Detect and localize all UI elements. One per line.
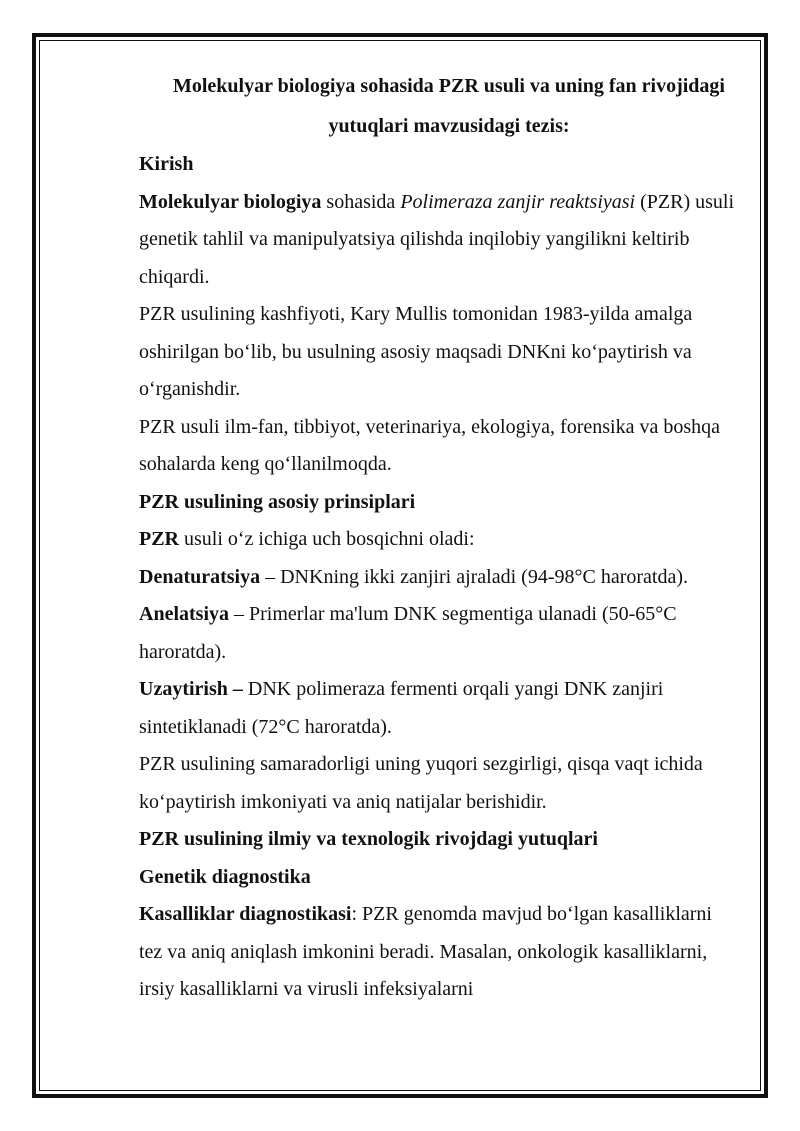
term-pcr: Polimeraza zanjir reaktsiyasi: [400, 190, 636, 213]
intro-paragraph-3: PZR usuli ilm-fan, tibbiyot, veterinariya, ekologiya, forensika va boshqa sohalarda keng qo‘llanilmoqda.: [139, 415, 720, 475]
principles-intro: PZR usuli o‘z ichiga uch bosqichni oladi:: [139, 528, 475, 550]
efficiency-paragraph: PZR usulining samaradorligi uning yuqori sezgirligi, qisqa vaqt ichida ko‘paytirish imkoniyati va aniq natijalar berishidir.: [139, 753, 703, 813]
diagnostics-paragraph: Kasalliklar diagnostikasi: PZR genomda mavjud bo‘lgan kasalliklarni tez va aniq aniqlash imkonini beradi. Masalan, onkologik kasalliklarni, irsiy kasalliklarni va virusli infeksiyalarni: [139, 903, 712, 1000]
section-heading-intro: Kirish: [139, 153, 194, 175]
intro-paragraph-1: Molekulyar biologiya sohasida Polimeraza zanjir reaktsiyasi (PZR) usuli genetik tahlil va manipulyatsiya qilishda inqilobiy yangilikni keltirib chiqardi.: [139, 190, 735, 288]
step-extension: Uzaytirish – DNK polimeraza fermenti orqali yangi DNK zanjiri sintetiklanadi (72°C haroratda).: [139, 678, 664, 738]
subheading-genetic-diagnostics: Genetik diagnostika: [139, 865, 311, 888]
section-heading-principles: PZR usulining asosiy prinsiplari: [139, 490, 416, 513]
document-title: [139, 66, 739, 146]
section-heading-achievements: PZR usulining ilmiy va texnologik rivojdagi yutuqlari: [139, 828, 598, 850]
step-annealing: Anelatsiya – Primerlar ma'lum DNK segmentiga ulanadi (50-65°C haroratda).: [139, 603, 677, 663]
term-molecular-biology: Molekulyar biologiya: [139, 190, 322, 213]
intro-paragraph-2: PZR usulining kashfiyoti, Kary Mullis tomonidan 1983-yilda amalga oshirilgan bo‘lib, bu usulning asosiy maqsadi DNKni ko‘paytirish va o‘rganishdir.: [139, 303, 693, 400]
step-denaturation: Denaturatsiya – DNKning ikki zanjiri ajraladi (94-98°C haroratda).: [139, 565, 688, 588]
title-line-2: yutuqlari mavzusidagi tezis:: [328, 115, 570, 137]
title-line-1: Molekulyar biologiya sohasida PZR usuli va uning fan rivojidagi: [173, 75, 725, 97]
document-body: [139, 66, 739, 1009]
